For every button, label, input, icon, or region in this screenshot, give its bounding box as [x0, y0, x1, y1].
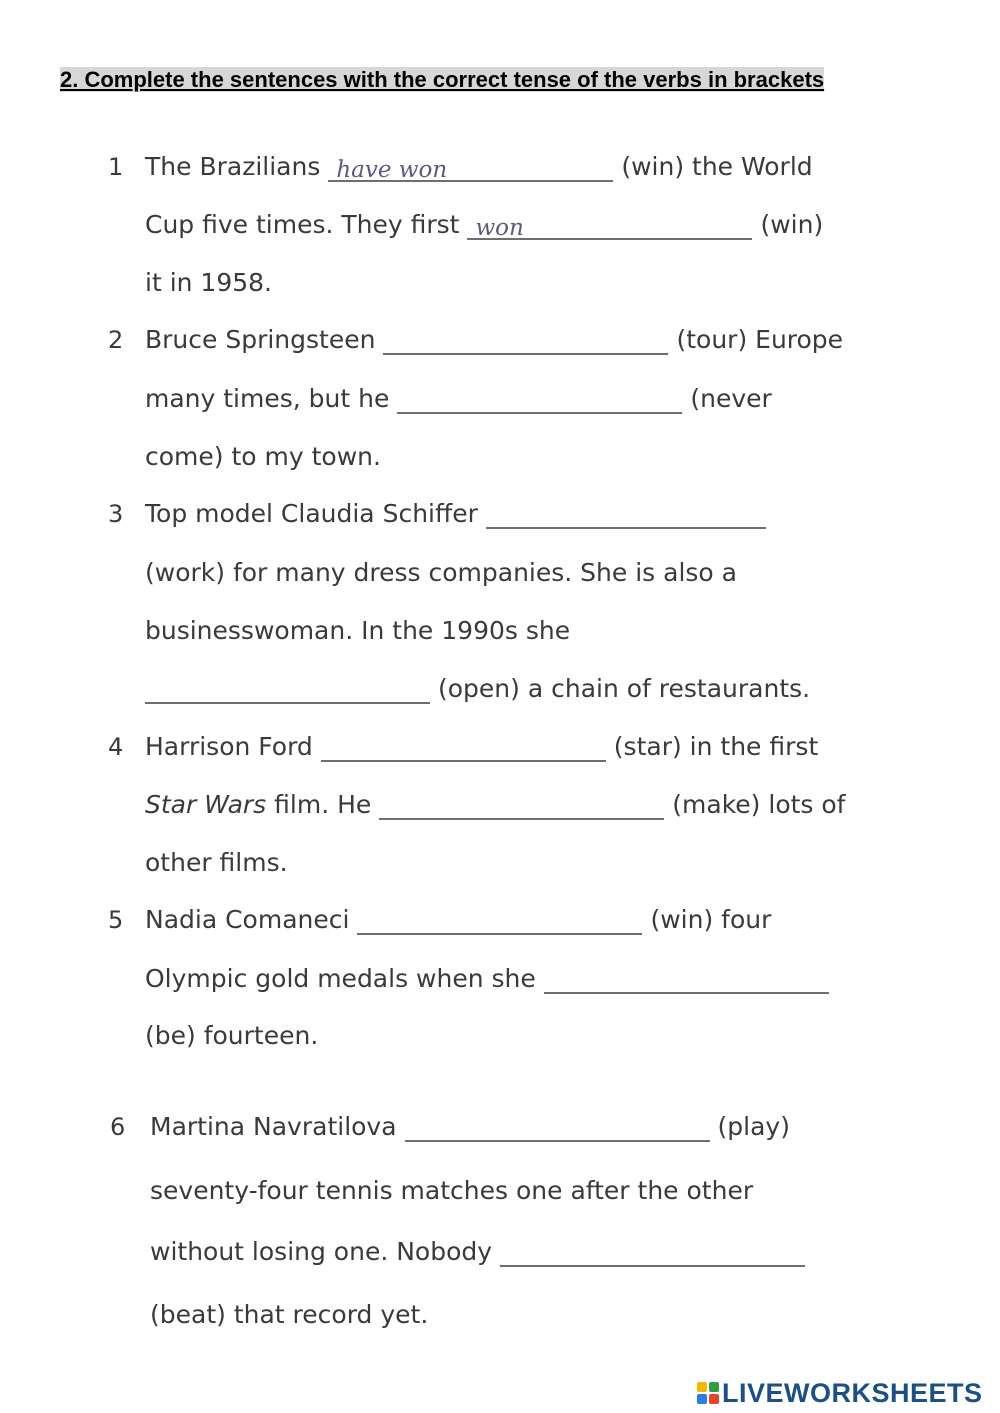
- sentence-line: [150, 1298, 428, 1332]
- sentence-line: [145, 382, 772, 416]
- answer-blank: [397, 384, 682, 414]
- verb-hint: (win): [760, 210, 824, 239]
- item-number: 4: [108, 733, 124, 761]
- sentence-text: (work) for many dress companies. She is also a: [145, 558, 737, 587]
- verb-hint: (win) the World: [621, 152, 813, 181]
- sentence-line: [145, 962, 837, 996]
- answer-blank: [145, 674, 430, 704]
- sentence-line: [145, 208, 823, 242]
- item-number: 3: [108, 500, 124, 528]
- sentence-line: [145, 903, 771, 937]
- verb-hint: (tour) Europe: [676, 325, 844, 354]
- sentence-line: [145, 266, 272, 300]
- sentence-text: (be) fourteen.: [145, 1021, 319, 1050]
- answer-input[interactable]: [467, 214, 752, 242]
- item-number: 2: [108, 326, 124, 354]
- sentence-text: come) to my town.: [145, 442, 381, 471]
- answer-blank: [544, 964, 829, 994]
- answer-input[interactable]: [357, 909, 642, 937]
- answer-blank: [357, 905, 642, 935]
- answer-input[interactable]: [500, 1241, 805, 1269]
- sentence-text: Cup five times. They first: [145, 210, 460, 239]
- answer-blank: [321, 732, 606, 762]
- sentence-text: Harrison Ford: [145, 732, 313, 761]
- sentence-line: [145, 672, 810, 706]
- answer-input[interactable]: [328, 156, 613, 184]
- sentence-line: [150, 1110, 790, 1144]
- answer-blank: [500, 1237, 805, 1267]
- sentence-line: [145, 614, 570, 648]
- sentence-text: seventy-four tennis matches one after the other: [150, 1176, 754, 1205]
- sentence-text: it in 1958.: [145, 268, 273, 297]
- exercise-heading: 2. Complete the sentences with the correct tense of the verbs in brackets: [60, 67, 825, 92]
- sentence-line: [145, 440, 381, 474]
- sentence-text: The Brazilians: [145, 152, 321, 181]
- sentence-text: without losing one. Nobody: [150, 1237, 493, 1266]
- answer-input[interactable]: [383, 329, 668, 357]
- sentence-line: [150, 1235, 813, 1269]
- liveworksheets-logo: [697, 1376, 983, 1410]
- sentence-line: [145, 1019, 318, 1053]
- answer-input[interactable]: [405, 1116, 710, 1144]
- verb-hint: (play): [717, 1112, 790, 1141]
- answer-input[interactable]: [321, 736, 606, 764]
- answer-input[interactable]: [145, 678, 430, 706]
- item-number: 5: [108, 906, 124, 934]
- sentence-text: other films.: [145, 848, 288, 877]
- verb-hint: (star) in the first: [613, 732, 819, 761]
- answer-input[interactable]: [486, 503, 766, 531]
- verb-hint: (open) a chain of restaurants.: [438, 674, 811, 703]
- answer-blank: [328, 152, 613, 182]
- film-title: Star Wars: [145, 790, 267, 819]
- answer-blank: [405, 1112, 710, 1142]
- answer-blank: [379, 790, 664, 820]
- sentence-line: [145, 730, 818, 764]
- item-number: 1: [108, 153, 124, 181]
- sentence-line: [150, 1174, 753, 1208]
- sentence-text: Nadia Comaneci: [145, 905, 350, 934]
- sentence-text: Olympic gold medals when she: [145, 964, 536, 993]
- sentence-text: (beat) that record yet.: [150, 1300, 429, 1329]
- answer-blank: [383, 325, 668, 355]
- liveworksheets-logo-text: LIVEWORKSHEETS: [722, 1377, 983, 1408]
- answer-input[interactable]: [544, 968, 829, 996]
- verb-hint: (make) lots of: [672, 790, 846, 819]
- sentence-text: businesswoman. In the 1990s she: [145, 616, 571, 645]
- sentence-line: [145, 323, 843, 357]
- liveworksheets-logo-icon: [697, 1382, 719, 1404]
- answer-input[interactable]: [379, 794, 664, 822]
- item-number: 6: [110, 1113, 126, 1141]
- sentence-text: Top model Claudia Schiffer: [145, 499, 478, 528]
- sentence-line: [145, 846, 288, 880]
- answer-blank: [467, 210, 752, 240]
- verb-hint: (never: [690, 384, 772, 413]
- sentence-text: many times, but he: [145, 384, 390, 413]
- answer-input[interactable]: [397, 388, 682, 416]
- sentence-text: film. He: [274, 790, 372, 819]
- sentence-line: [145, 150, 813, 184]
- verb-hint: (win) four: [650, 905, 772, 934]
- sentence-text: Martina Navratilova: [150, 1112, 397, 1141]
- answer-blank: [486, 499, 766, 529]
- sentence-line: [145, 788, 846, 822]
- sentence-line: [145, 497, 774, 531]
- sentence-line: [145, 556, 737, 590]
- sentence-text: Bruce Springsteen: [145, 325, 376, 354]
